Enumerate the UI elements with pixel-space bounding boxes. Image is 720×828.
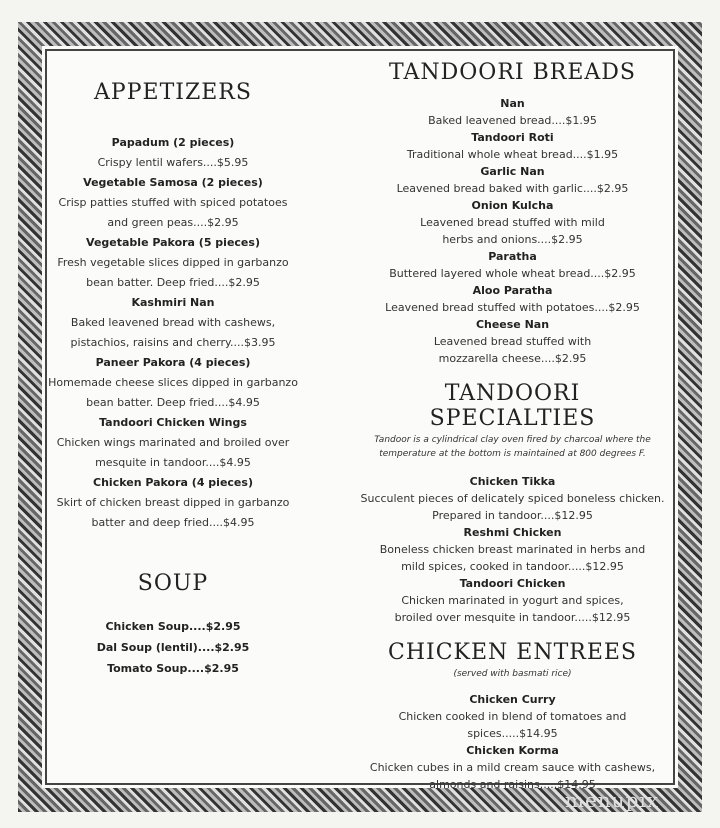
menu-item-description: Chicken marinated in yogurt and spices,: [401, 594, 624, 607]
menu-item-description: mesquite in tandoor....$4.95: [95, 456, 251, 469]
menu-item-description: and green peas....$2.95: [107, 216, 239, 229]
menu-item-description: Leavened bread stuffed with potatoes....$2.95: [385, 301, 640, 314]
menu-item-name: Vegetable Pakora (5 pieces): [86, 236, 260, 249]
entrees-note: (served with basmati rice): [453, 669, 572, 679]
menu-item-name: Vegetable Samosa (2 pieces): [83, 176, 263, 189]
menu-item-description: herbs and onions....$2.95: [442, 233, 583, 246]
menu-item-name: Reshmi Chicken: [463, 526, 562, 539]
menu-item-name: Paneer Pakora (4 pieces): [95, 356, 251, 369]
menu-item-description: almonds and raisins.....$14.95: [429, 778, 596, 791]
menu-item-description: Baked leavened bread....$1.95: [428, 114, 597, 127]
menu-item-name: Tandoori Roti: [471, 131, 554, 144]
menu-item-description: Homemade cheese slices dipped in garbanzo: [48, 376, 298, 389]
menu-item-description: Leavened bread stuffed with mild: [420, 216, 605, 229]
menu-item-description: bean batter. Deep fried....$4.95: [86, 396, 260, 409]
left-column: [48, 80, 298, 679]
menu-item-name: Papadum (2 pieces): [111, 136, 235, 149]
menu-item-name: Chicken Tikka: [469, 475, 556, 488]
right-column: [360, 60, 665, 793]
chicken-entrees-heading: CHICKEN ENTREES: [387, 640, 638, 665]
menu-item-description: pistachios, raisins and cherry....$3.95: [70, 336, 276, 349]
specialties-note-line: Tandoor is a cylindrical clay oven fired by charcoal where the: [374, 435, 651, 445]
soup-list: [48, 616, 298, 679]
menu-item-description: Chicken wings marinated and broiled over: [56, 436, 290, 449]
menu-item-description: Crisp patties stuffed with spiced potatoes: [58, 196, 288, 209]
specialties-note-line: temperature at the bottom is maintained at 800 degrees F.: [379, 449, 646, 459]
menu-item-name: Dal Soup (lentil)....$2.95: [96, 641, 250, 654]
menu-item-name: Tomato Soup....$2.95: [107, 662, 239, 675]
watermark-logo: menupix: [565, 788, 660, 812]
menu-item-name: Nan: [500, 97, 525, 110]
menu-item-description: Chicken cooked in blend of tomatoes and spices.....$14.95: [398, 710, 627, 740]
specialties-note: [360, 433, 665, 461]
menu-item-description: Traditional whole wheat bread....$1.95: [406, 148, 619, 161]
menu-item-description: bean batter. Deep fried....$2.95: [86, 276, 260, 289]
appetizers-heading: APPETIZERS: [94, 80, 252, 105]
breads-list: [360, 95, 665, 367]
menu-item-description: mild spices, cooked in tandoor.....$12.95: [401, 560, 624, 573]
menu-item-name: Kashmiri Nan: [131, 296, 215, 309]
menu-item-description: Fresh vegetable slices dipped in garbanzo: [57, 256, 289, 269]
menu-item-name: Onion Kulcha: [471, 199, 554, 212]
menu-item-name: Chicken Korma: [466, 744, 559, 757]
menu-item-name: Garlic Nan: [480, 165, 545, 178]
menu-item-name: Tandoori Chicken Wings: [99, 416, 247, 429]
menu-item-description: Prepared in tandoor....$12.95: [432, 509, 593, 522]
menu-item-description: Baked leavened bread with cashews,: [70, 316, 276, 329]
menu-item-description: broiled over mesquite in tandoor.....$12.95: [394, 611, 631, 624]
menu-item-description: Skirt of chicken breast dipped in garbanzo: [56, 496, 290, 509]
menu-item-name: Aloo Paratha: [472, 284, 553, 297]
menu-item-description: Boneless chicken breast marinated in herbs and: [379, 543, 646, 556]
menu-item-description: Succulent pieces of delicately spiced boneless chicken.: [360, 492, 665, 505]
menu-item-description: Chicken cubes in a mild cream sauce with cashews,: [369, 761, 656, 774]
soup-heading: SOUP: [137, 571, 209, 596]
menu-item-name: Tandoori Chicken: [459, 577, 566, 590]
entrees-list: [360, 691, 665, 793]
menu-item-name: Chicken Curry: [469, 693, 556, 706]
menu-item-description: Buttered layered whole wheat bread....$2.95: [389, 267, 636, 280]
menu-item-description: Leavened bread stuffed with: [433, 335, 592, 348]
menu-item-name: Chicken Pakora (4 pieces): [93, 476, 253, 489]
menu-item-description: batter and deep fried....$4.95: [91, 516, 255, 529]
menu-item-description: Leavened bread baked with garlic....$2.95: [396, 182, 629, 195]
menu-item-name: Cheese Nan: [475, 318, 550, 331]
menu-item-description: mozzarella cheese....$2.95: [438, 352, 587, 365]
appetizers-list: [48, 133, 298, 533]
tandoori-breads-heading: TANDOORI BREADS: [389, 60, 636, 85]
specialties-list: [360, 473, 665, 626]
menu-item-name: Chicken Soup....$2.95: [105, 620, 241, 633]
menu-item-description: Crispy lentil wafers....$5.95: [97, 156, 249, 169]
menu-item-name: Paratha: [488, 250, 537, 263]
tandoori-specialties-heading: TANDOORI SPECIALTIES: [429, 381, 596, 431]
